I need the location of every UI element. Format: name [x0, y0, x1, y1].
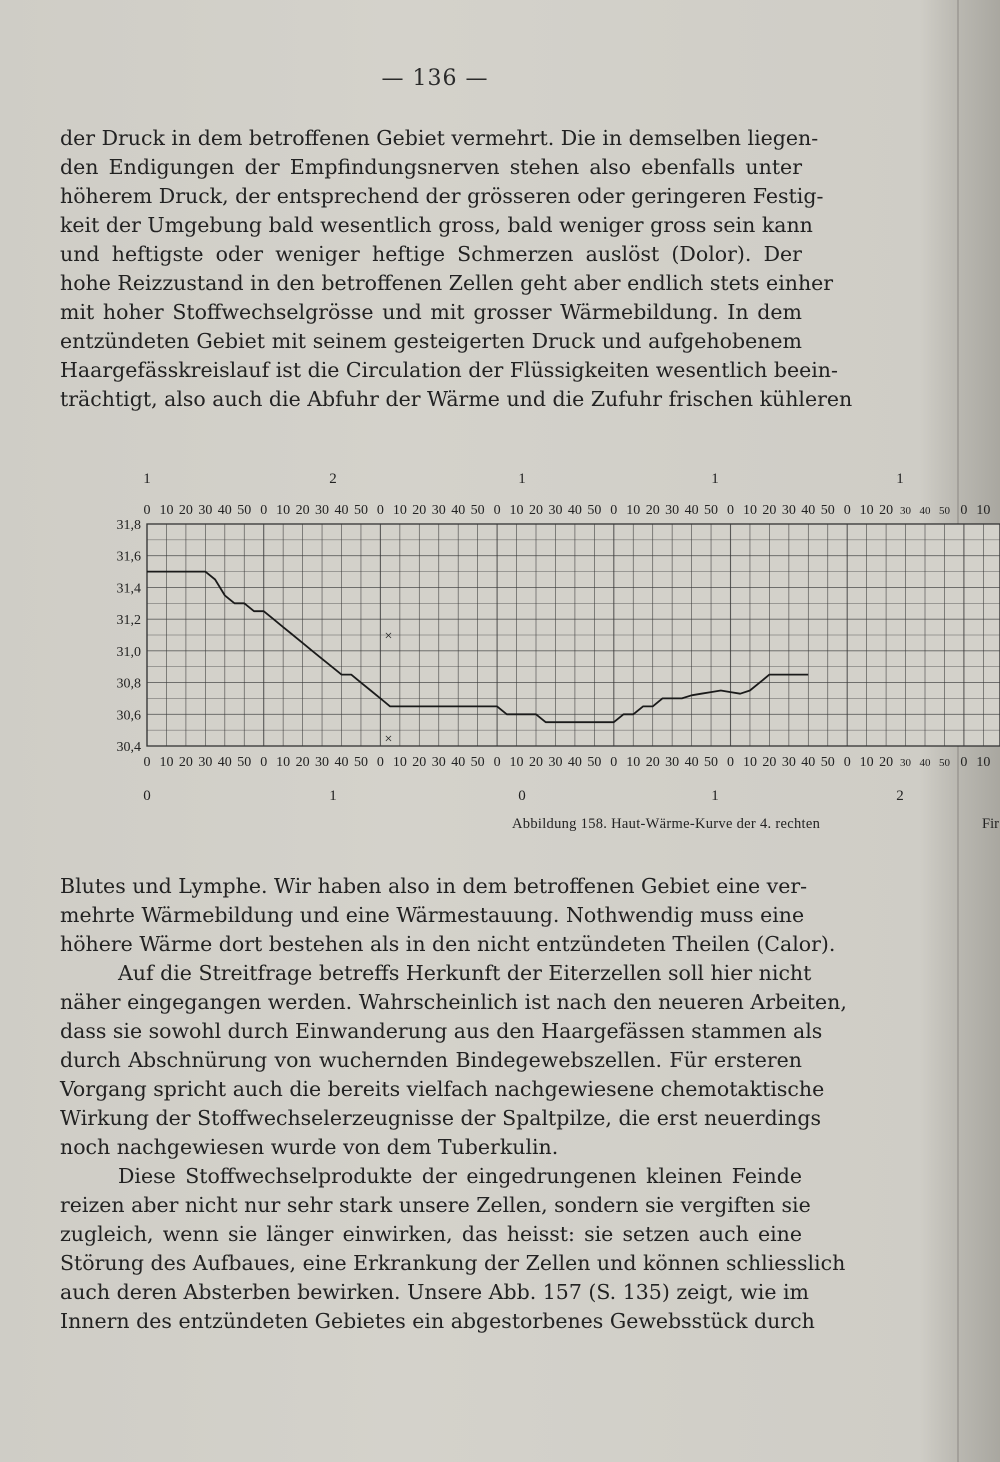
x-tick-label-bottom: 30	[198, 755, 213, 770]
text-line: Haargefässkreislauf ist die Circulation der Flüssigkeiten wesentlich beein-	[60, 358, 838, 382]
hour-label-bottom: 0	[518, 788, 526, 804]
x-tick-label-bottom: 30	[900, 757, 912, 769]
x-tick-label-bottom: 50	[938, 757, 950, 769]
x-tick-label-bottom: 0	[727, 755, 734, 770]
x-tick-label-top: 10	[159, 503, 174, 518]
x-tick-label-top: 30	[548, 503, 563, 518]
x-tick-label-bottom: 20	[762, 755, 777, 770]
x-tick-label-top: 10	[509, 503, 524, 518]
y-tick-label: 31,0	[116, 644, 141, 660]
paragraph-bottom	[60, 872, 847, 1336]
text-line: noch nachgewiesen wurde von dem Tuberkulin.	[60, 1135, 559, 1159]
text-line: näher eingegangen werden. Wahrscheinlich ist nach den neueren Arbeiten,	[60, 990, 847, 1014]
x-tick-label-top: 40	[451, 503, 466, 518]
hour-label-bottom: 0	[143, 788, 151, 804]
x-tick-label-bottom: 0	[260, 755, 268, 770]
x-tick-label-top: 20	[645, 503, 660, 518]
text-line: trächtigt, also auch die Abfuhr der Wärme und die Zufuhr frischen kühleren	[60, 387, 853, 411]
x-tick-label-bottom: 20	[178, 755, 193, 770]
x-tick-label-top: 30	[900, 505, 912, 517]
x-tick-label-top: 50	[938, 505, 950, 517]
text-line: Auf die Streitfrage betreffs Herkunft der Eiterzellen soll hier nicht	[118, 961, 812, 985]
text-line: hohe Reizzustand in den betroffenen Zellen geht aber endlich stets einher	[60, 271, 834, 295]
x-tick-label-top: 30	[198, 503, 213, 518]
x-tick-label-top: 20	[879, 503, 894, 518]
text-line: den Endigungen der Empfindungsnerven stehen also ebenfalls unter	[60, 155, 802, 179]
text-line: Innern des entzündeten Gebietes ein abgestorbenes Gewebsstück durch	[60, 1309, 815, 1333]
paragraph-top	[60, 124, 853, 414]
x-tick-label-bottom: 10	[626, 755, 641, 770]
hour-label-top: 2	[329, 471, 337, 487]
x-tick-label-bottom: 0	[960, 755, 968, 770]
x-tick-label-bottom: 10	[159, 755, 174, 770]
x-tick-label-bottom: 10	[859, 755, 874, 770]
x-tick-label-bottom: 10	[976, 755, 991, 770]
figure-caption-cut-off: Fir	[982, 816, 999, 832]
text-line: zugleich, wenn sie länger einwirken, das heisst: sie setzen auch eine	[60, 1222, 802, 1246]
text-line: dass sie sowohl durch Einwanderung aus den Haargefässen stammen als	[60, 1019, 823, 1043]
x-tick-label-top: 0	[843, 503, 851, 518]
y-tick-label: 30,8	[116, 676, 141, 692]
x-tick-label-top: 0	[260, 503, 268, 518]
x-tick-label-top: 0	[960, 503, 968, 518]
x-tick-label-top: 40	[801, 503, 816, 518]
text-line: Wirkung der Stoffwechselerzeugnisse der Spaltpilze, die erst neuerdings	[60, 1106, 821, 1130]
hour-label-top: 1	[711, 471, 719, 487]
text-line: Diese Stoffwechselprodukte der eingedrungenen kleinen Feinde	[118, 1164, 802, 1188]
x-tick-label-top: 0	[493, 503, 501, 518]
text-line: Störung des Aufbaues, eine Erkrankung der Zellen und können schliesslich	[60, 1251, 846, 1275]
x-tick-label-top: 10	[626, 503, 641, 518]
hour-label-bottom: 1	[329, 788, 337, 804]
hour-label-top: 1	[518, 471, 526, 487]
x-tick-label-top: 0	[143, 503, 151, 518]
x-tick-label-top: 20	[762, 503, 777, 518]
x-tick-label-top: 30	[781, 503, 796, 518]
x-tick-label-bottom: 20	[879, 755, 894, 770]
y-tick-label: 31,2	[116, 613, 141, 629]
x-tick-label-top: 20	[412, 503, 427, 518]
page-number: — 136 —	[381, 66, 489, 91]
x-tick-label-top: 50	[704, 503, 719, 518]
text-line: Vorgang spricht auch die bereits vielfach nachgewiesene chemotaktische	[60, 1077, 825, 1101]
x-tick-label-top: 10	[976, 503, 991, 518]
x-tick-label-top: 10	[859, 503, 874, 518]
x-tick-label-top: 50	[237, 503, 252, 518]
x-tick-label-bottom: 0	[843, 755, 851, 770]
x-tick-label-top: 0	[727, 503, 734, 518]
x-tick-label-top: 50	[587, 503, 602, 518]
x-tick-label-bottom: 30	[781, 755, 796, 770]
text-line: höherem Druck, der entsprechend der grösseren oder geringeren Festig-	[60, 184, 824, 208]
text-line: auch deren Absterben bewirken. Unsere Abb. 157 (S. 135) zeigt, wie im	[60, 1280, 809, 1304]
x-tick-label-top: 40	[334, 503, 349, 518]
text-line: höhere Wärme dort bestehen als in den nicht entzündeten Theilen (Calor).	[60, 932, 836, 956]
x-tick-label-top: 0	[376, 503, 384, 518]
x-tick-label-bottom: 40	[801, 755, 816, 770]
text-line: der Druck in dem betroffenen Gebiet vermehrt. Die in demselben liegen-	[60, 126, 819, 150]
x-tick-label-top: 50	[353, 503, 368, 518]
x-tick-label-bottom: 10	[392, 755, 407, 770]
y-tick-label: 31,8	[116, 518, 141, 533]
x-tick-label-bottom: 30	[665, 755, 680, 770]
x-tick-label-top: 50	[820, 503, 835, 518]
text-line: keit der Umgebung bald wesentlich gross, bald weniger gross sein kann	[60, 213, 813, 237]
x-tick-label-bottom: 40	[451, 755, 466, 770]
x-tick-label-bottom: 20	[529, 755, 543, 770]
text-line: mit hoher Stoffwechselgrösse und mit grosser Wärmebildung. In dem	[60, 300, 802, 324]
hour-label-bottom: 1	[711, 788, 719, 804]
x-tick-label-top: 20	[178, 503, 193, 518]
cross-marker: ×	[384, 629, 393, 644]
x-tick-label-top: 40	[919, 505, 931, 517]
x-tick-label-top: 30	[315, 503, 330, 518]
x-tick-label-bottom: 0	[493, 755, 501, 770]
x-tick-label-bottom: 50	[353, 755, 368, 770]
x-tick-label-bottom: 40	[684, 755, 699, 770]
cross-marker: ×	[384, 732, 393, 748]
text-line: Blutes und Lymphe. Wir haben also in dem betroffenen Gebiet eine ver-	[60, 874, 808, 898]
x-tick-label-bottom: 20	[645, 755, 660, 770]
text-line: reizen aber nicht nur sehr stark unsere Zellen, sondern sie vergiften sie	[60, 1193, 811, 1217]
x-tick-label-top: 30	[431, 503, 446, 518]
x-tick-label-bottom: 10	[276, 755, 291, 770]
x-tick-label-top: 40	[567, 503, 582, 518]
x-tick-label-top: 40	[684, 503, 699, 518]
y-tick-label: 31,4	[116, 581, 141, 597]
text-line: durch Abschnürung von wuchernden Bindegewebszellen. Für ersteren	[60, 1048, 802, 1072]
x-tick-label-top: 10	[742, 503, 757, 518]
text-line: und heftigste oder weniger heftige Schmerzen auslöst (Dolor). Der	[60, 242, 802, 266]
x-tick-label-bottom: 20	[412, 755, 427, 770]
x-tick-label-bottom: 50	[237, 755, 252, 770]
x-tick-label-top: 30	[665, 503, 680, 518]
text-line: mehrte Wärmebildung und eine Wärmestauung. Nothwendig muss eine	[60, 903, 805, 927]
x-tick-label-bottom: 30	[548, 755, 563, 770]
x-tick-label-bottom: 40	[919, 757, 931, 769]
x-tick-label-bottom: 20	[295, 755, 310, 770]
x-tick-label-bottom: 40	[217, 755, 232, 770]
x-tick-label-top: 10	[392, 503, 407, 518]
x-tick-label-bottom: 40	[567, 755, 582, 770]
x-tick-label-bottom: 50	[820, 755, 835, 770]
x-tick-label-bottom: 10	[509, 755, 524, 770]
text-line: entzündeten Gebiet mit seinem gesteigerten Druck und aufgehobenem	[60, 329, 802, 353]
x-tick-label-top: 20	[529, 503, 543, 518]
skin-temperature-chart	[0, 460, 1000, 812]
x-tick-label-top: 50	[470, 503, 485, 518]
figure-caption: Abbildung 158. Haut-Wärme-Kurve der 4. rechten	[512, 816, 821, 832]
x-tick-label-bottom: 0	[610, 755, 618, 770]
x-tick-label-bottom: 30	[315, 755, 330, 770]
x-tick-label-bottom: 10	[742, 755, 757, 770]
y-tick-label: 30,4	[116, 740, 141, 755]
x-tick-label-bottom: 50	[587, 755, 602, 770]
hour-label-top: 1	[143, 471, 151, 487]
x-tick-label-bottom: 50	[470, 755, 485, 770]
x-tick-label-bottom: 30	[431, 755, 446, 770]
x-tick-label-bottom: 40	[334, 755, 349, 770]
x-tick-label-bottom: 50	[704, 755, 719, 770]
x-tick-label-top: 20	[295, 503, 310, 518]
x-tick-label-top: 0	[610, 503, 618, 518]
x-tick-label-bottom: 0	[143, 755, 151, 770]
y-tick-label: 31,6	[116, 549, 141, 565]
hour-label-bottom: 2	[896, 788, 904, 804]
x-tick-label-top: 10	[276, 503, 291, 518]
x-tick-label-bottom: 0	[376, 755, 384, 770]
x-tick-label-top: 40	[217, 503, 232, 518]
hour-label-top: 1	[896, 471, 904, 487]
y-tick-label: 30,6	[116, 708, 141, 724]
